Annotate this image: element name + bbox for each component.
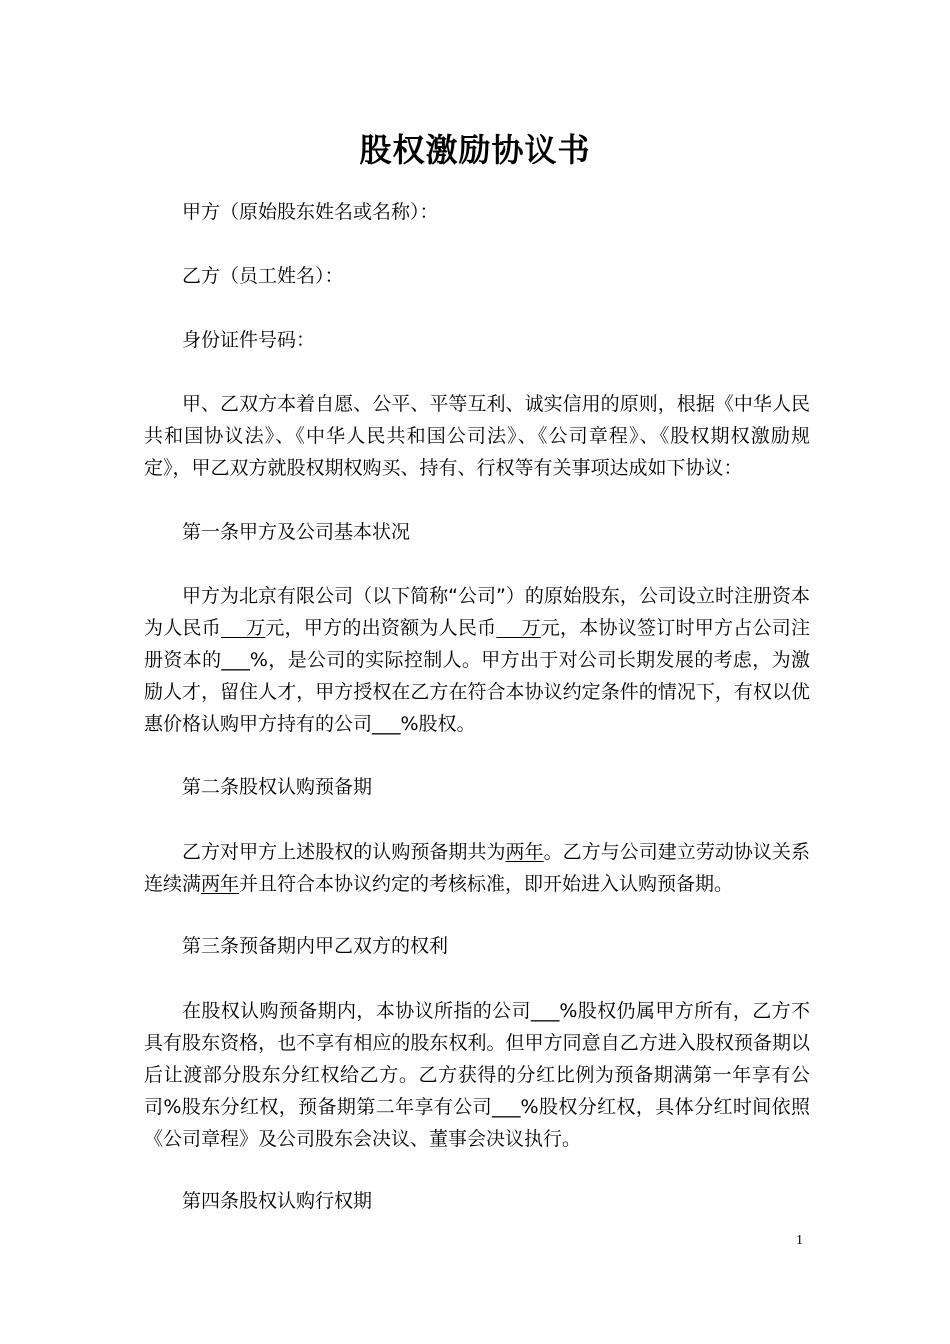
article-2-paragraph xyxy=(144,836,810,900)
article-1-blank-1: 万 xyxy=(221,617,266,639)
article-1-paragraph xyxy=(144,580,810,740)
article-2-term-1: 两年 xyxy=(505,841,544,863)
page-number: 1 xyxy=(796,1233,803,1248)
preamble-paragraph: 甲、乙双方本着自愿、公平、平等互利、诚实信用的原则，根据《中华人民共和国协议法》、《中华人民共和国公司法》、《公司章程》、《股权期权激励规定》，甲乙双方就股权期权购买、持有、行权等有关事项达成如下协议： xyxy=(144,393,810,479)
article-4-heading: 第四条股权认购行权期 xyxy=(182,1190,373,1212)
article-1-text-1: 甲方为北京有限公司（以下简称“公司”）的原始股东，公司设立时注册资本为人民币 xyxy=(144,585,810,639)
id-number-label: 身份证件号码： xyxy=(182,329,316,351)
article-2-text-1: 乙方对甲方上述股权的认购预备期共为 xyxy=(182,841,506,863)
article-2-heading: 第二条股权认购预备期 xyxy=(182,776,373,798)
article-3-paragraph: 在股权认购预备期内，本协议所指的公司___%股权仍属甲方所有，乙方不具有股东资格，也不享有相应的股东权利。但甲方同意自乙方进入股权预备期以后让渡部分股东分红权给乙方。乙方获得的分红比例为预备期满第一年享有公司%股东分红权，预备期第二年享有公司___%股权分红权，具体分红时间依照《公司章程》及公司股东会决议、董事会决议执行。 xyxy=(144,1000,810,1150)
article-3-heading: 第三条预备期内甲乙双方的权利 xyxy=(182,935,449,957)
article-1-text-2: 元，甲方的出资额为人民币 xyxy=(265,617,497,639)
document-title: 股权激励协议书 xyxy=(359,131,591,169)
article-1-heading: 第一条甲方及公司基本状况 xyxy=(182,521,411,543)
article-1-blank-2: 万 xyxy=(496,617,541,639)
party-a-label: 甲方（原始股东姓名或名称）： xyxy=(182,201,439,223)
article-2-text-3: 并且符合本协议约定的考核标准，即开始进入认购预备期。 xyxy=(239,873,734,895)
party-b-label: 乙方（员工姓名）： xyxy=(182,265,344,287)
article-2-text-2: 。乙方与公司建立劳动协议关系连续满 xyxy=(144,841,810,895)
article-1-text-3: 元，本协议签订时甲方占公司注册资本的___%，是公司的实际控制人。甲方出于对公司长期发展的考虑，为激励人才，留住人才，甲方授权在乙方在符合本协议约定条件的情况下，有权以优惠价格认购甲方持有的公司___%股权。 xyxy=(144,617,810,735)
article-2-term-2: 两年 xyxy=(201,873,240,895)
